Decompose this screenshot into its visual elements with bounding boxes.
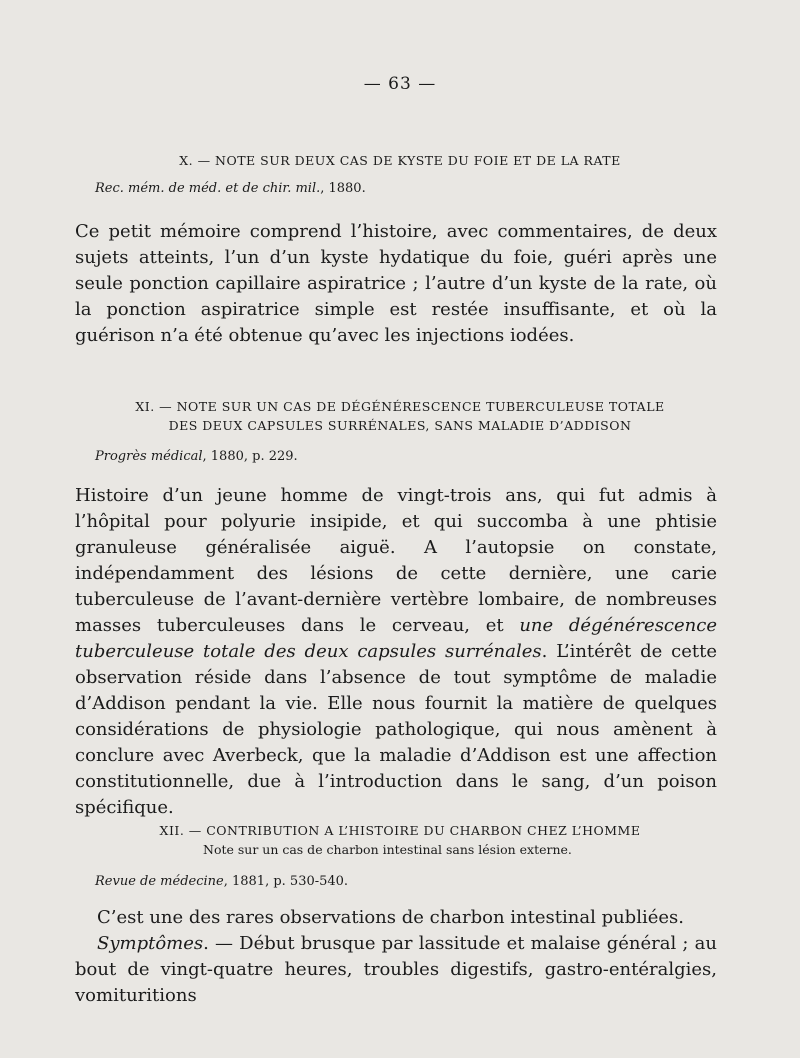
section-x-paragraph: Ce petit mémoire comprend l’histoire, avec commentaires, de deux sujets atteints, l’un d’un kyste hydatique du foie, guéri après une seule ponction capillaire aspiratrice ; l’autre d’un kyste de la rate, où la ponction aspiratrice simple est restée insuffisante, et où la guérison n’a été obtenue qu’avec les injections iodées. xyxy=(75,221,717,346)
section-xii-source-year: , 1881, p. 530-540. xyxy=(223,874,349,889)
section-xii-source-journal: Revue de médecine xyxy=(95,874,224,889)
section-xii-paragraph-2-text: . — Début brusque par lassitude et malaise général ; au bout de vingt-quatre heures, troubles digestifs, gastro-entéralgies, vomituritions xyxy=(75,933,717,1006)
section-xi-source-year: , 1880, p. 229. xyxy=(202,449,298,464)
section-xi-title-line2: DES DEUX CAPSULES SURRÉNALES, SANS MALADIE D’ADDISON xyxy=(168,418,632,433)
section-xii-paragraph-1: C’est une des rares observations de charbon intestinal publiées. xyxy=(97,907,684,928)
section-xi-paragraph-part2: . L’intérêt de cette observation réside dans l’absence de tout symptôme de maladie d’Addison pendant la vie. Elle nous fournit la matière de quelques considérations de physiologie pathologique, qui nous amènent à conclure avec Averbeck, que la maladie d’Addison est une affection constitutionnelle, due à l’introduction dans le sang, d’un poison spécifique. xyxy=(75,641,718,818)
section-xi-title-line1: XI. — NOTE SUR UN CAS DE DÉGÉNÉRESCENCE TUBERCULEUSE TOTALE xyxy=(135,399,665,414)
section-xii-title: XII. — CONTRIBUTION A L’HISTOIRE DU CHARBON CHEZ L’HOMME xyxy=(159,823,641,838)
section-xii-paragraph-2 xyxy=(75,931,717,1009)
section-x-source-year: , 1880. xyxy=(320,181,366,196)
section-xi-paragraph-emphasis: une dégénérescence tuberculeuse totale des deux capsules surrénales xyxy=(75,615,717,662)
section-xi-paragraph-part1: Histoire d’un jeune homme de vingt-trois ans, qui fut admis à l’hôpital pour polyurie insipide, et qui succomba à une phtisie granuleuse généralisée aiguë. A l’autopsie on constate, indépendamment des lésions de cette dernière, une carie tuberculeuse de l’avant-dernière vertèbre lombaire, de nombreuses masses tuberculeuses dans le cerveau, et xyxy=(75,485,717,636)
section-xii-paragraph-2-heading: Symptômes xyxy=(97,933,204,954)
section-xi-source-journal: Progrès médical xyxy=(95,449,203,464)
section-xii-subtitle: Note sur un cas de charbon intestinal sans lésion externe. xyxy=(203,842,572,857)
section-x-source-journal: Rec. mém. de méd. et de chir. mil. xyxy=(95,181,321,196)
page-number: — 63 — xyxy=(363,74,437,94)
section-xi-source xyxy=(95,449,298,464)
section-x-title: X. — NOTE SUR DEUX CAS DE KYSTE DU FOIE ET DE LA RATE xyxy=(179,153,621,168)
section-xii-source xyxy=(95,874,348,889)
section-x-source xyxy=(95,181,366,196)
section-xi-paragraph xyxy=(75,483,717,821)
